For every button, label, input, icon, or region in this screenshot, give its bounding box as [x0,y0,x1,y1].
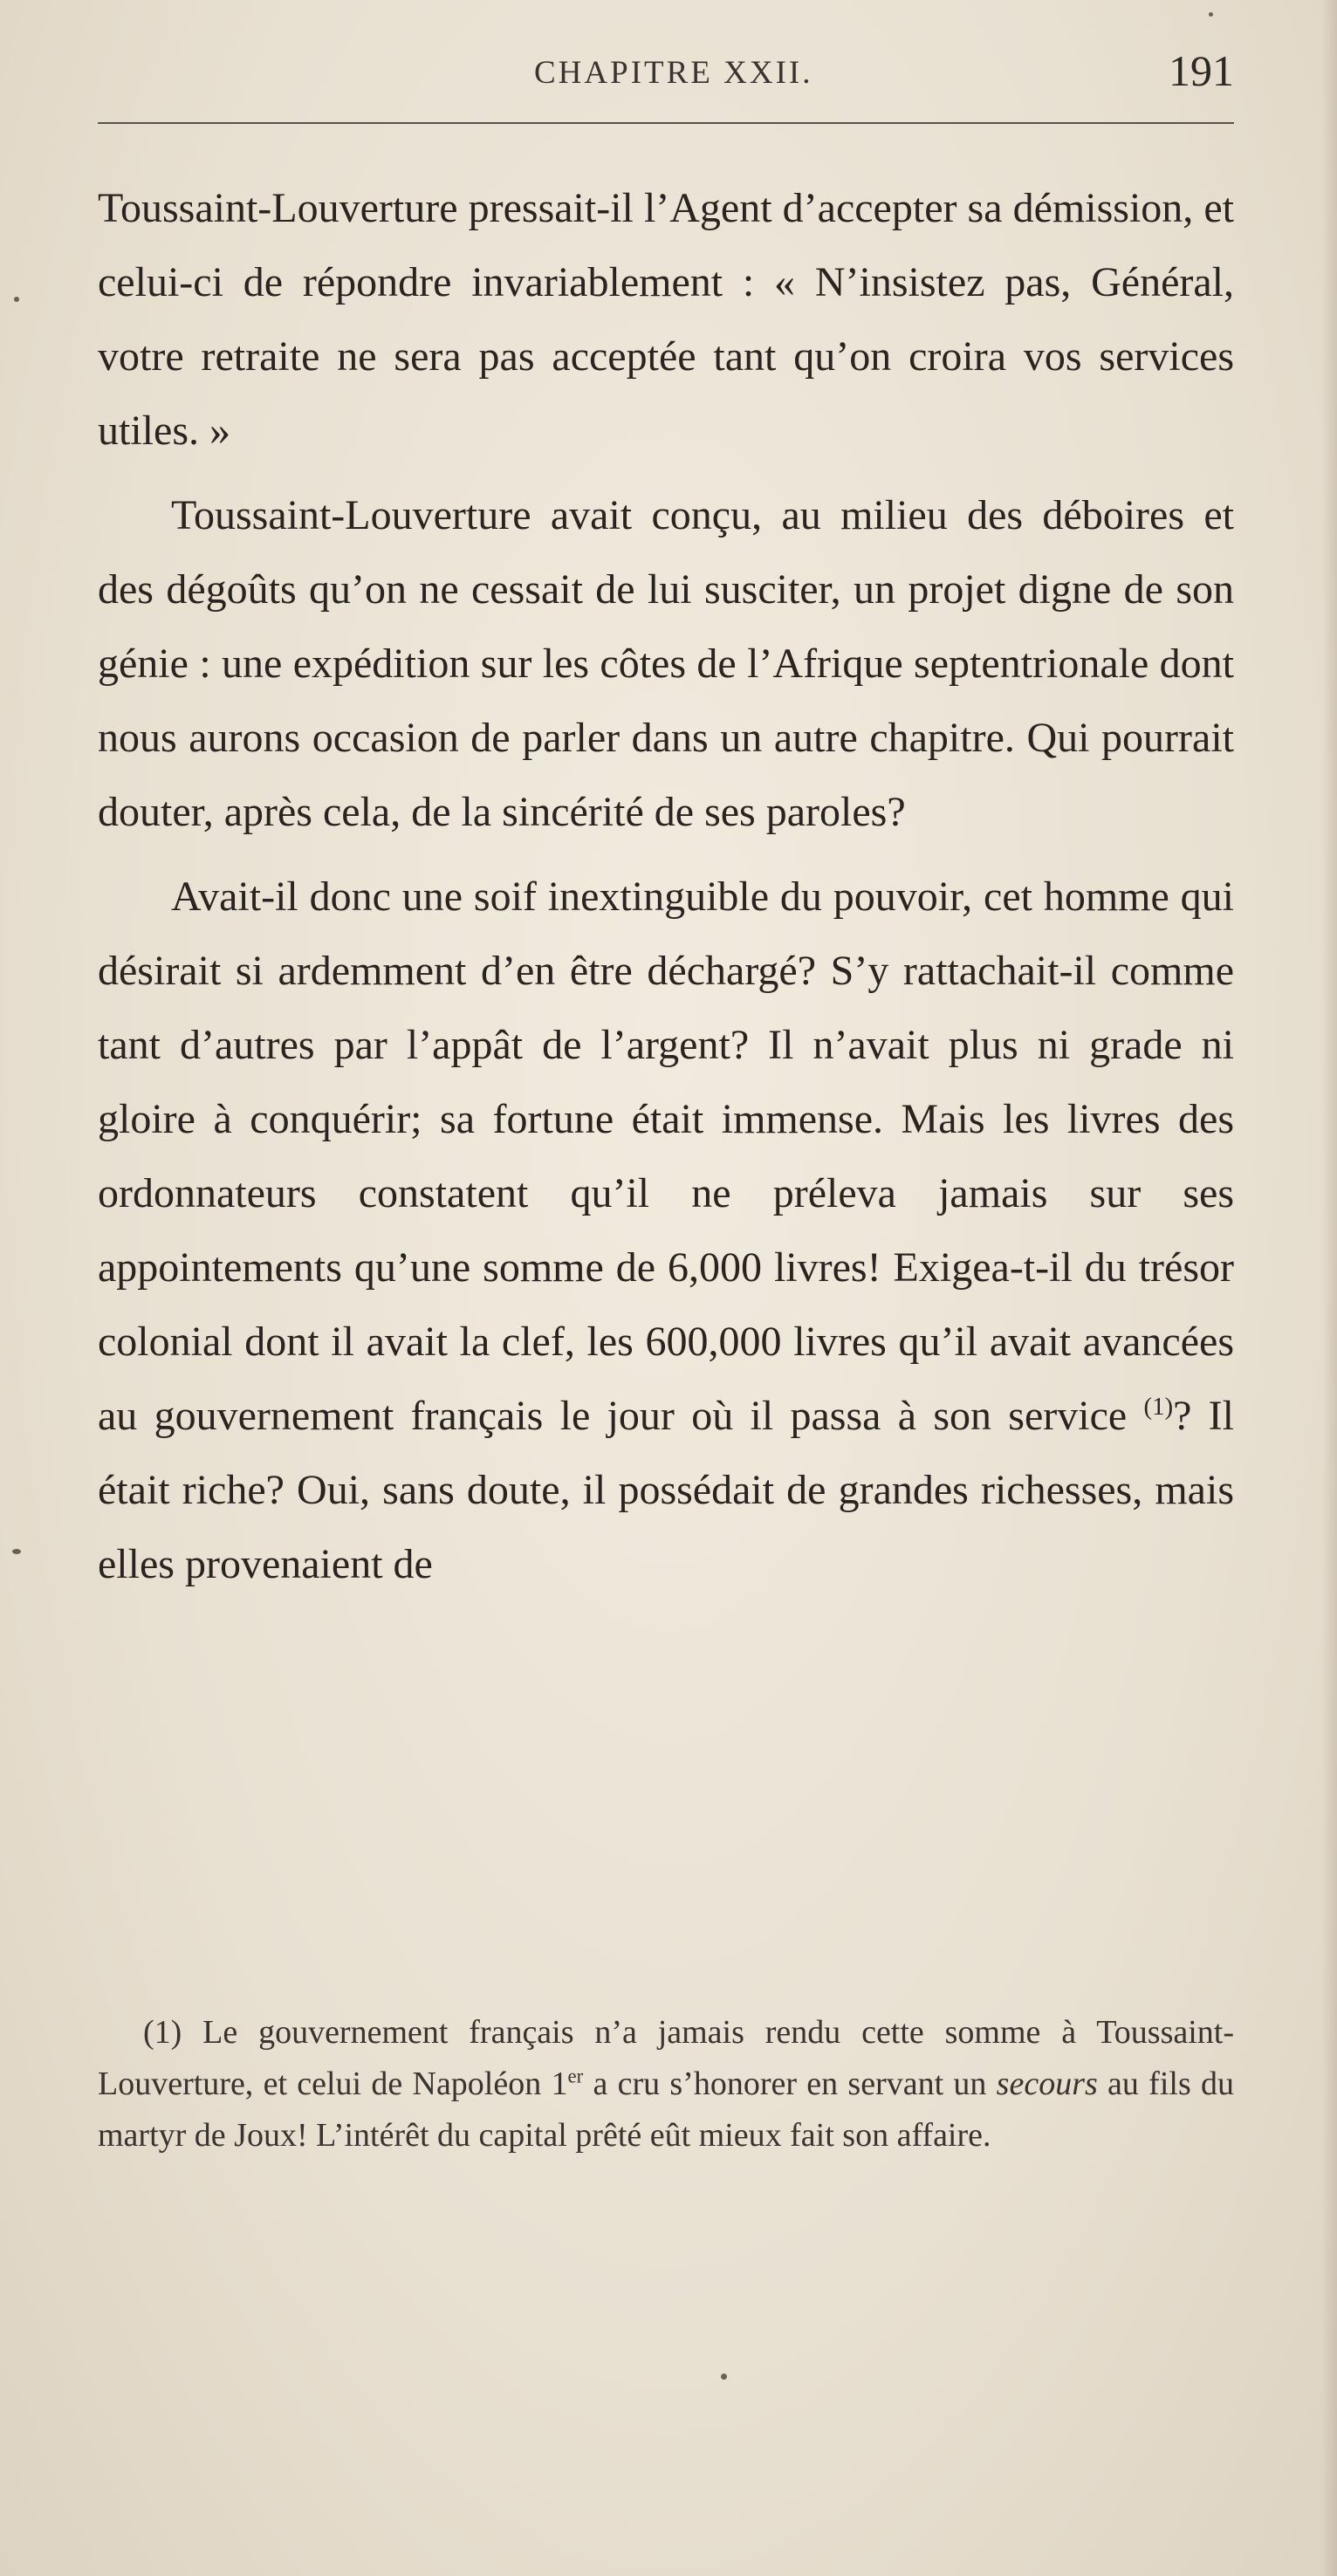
footnote-text-part-2: a cru s’honorer en servant un [583,2066,997,2102]
footnote-text-part-1: Le gouvernement français n’a jamais rendu cette somme à Toussaint-Louverture, et celui de Napoléon 1 [98,2014,1235,2102]
ink-speck [12,1549,21,1554]
footnote-italic-word: secours [996,2066,1098,2102]
paragraph-2: Toussaint-Louverture avait conçu, au milieu des déboires et des dégoûts qu’on ne cessait de lui susciter, un projet digne de son génie : une expédition sur les côtes de l’Afrique septentrionale dont nous aurons occasion de parler dans un autre chapitre. Qui pourrait douter, après cela, de la sincérité de ses paroles? [98,492,1234,835]
footnote-reference[interactable]: (1) [1143,1393,1174,1421]
paragraph-3-text-before-note: Avait-il donc une soif inextinguible du pouvoir, cet homme qui désirait si ardemment d’en être déchargé? S’y rattachait-il comme tant d’autres par l’appât de l’argent? Il n’avait plus ni grade ni gloire à conquérir; sa fortune était immense. Mais les livres des ordonnateurs constatent qu’il ne préleva jamais sur ses appointements qu’une somme de 6,000 livres! Exigea-t-il du trésor colonial dont il avait la clef, les 600,000 livres qu’il avait avancées au gouvernement français le jour où il passa à son service [98,874,1234,1439]
running-title: CHAPITRE XXII. [534,55,813,91]
footnote-text-part-3: au fils du martyr de Joux! L’intérêt du capital prêté eût mieux fait son affaire. [98,2066,1234,2154]
page-number: 191 [1169,46,1234,95]
ink-speck [721,2374,727,2380]
paragraph-3 [98,860,1234,1601]
ink-speck [1209,12,1213,17]
footnote-marker: (1) [143,2014,182,2051]
footnote-superscript: er [567,2065,584,2087]
body-text [98,171,1234,1601]
footnotes [98,2007,1234,2162]
paragraph-1: Toussaint-Louverture pressait-il l’Agent d’accepter sa démission, et celui-ci de répondre invariablement : « N’insistez pas, Général, votre retraite ne sera pas acceptée tant qu’on croira vos services utiles. » [98,185,1234,454]
ink-speck [14,297,19,302]
header-rule [98,122,1234,124]
page-edge-shadow [1321,0,1337,2576]
page-header [98,45,1234,115]
footnote-1 [98,2007,1234,2162]
paragraph-3-text-after-note: ? Il était riche? Oui, sans doute, il possédait de grandes richesses, mais elles provenaient de [98,1393,1234,1587]
